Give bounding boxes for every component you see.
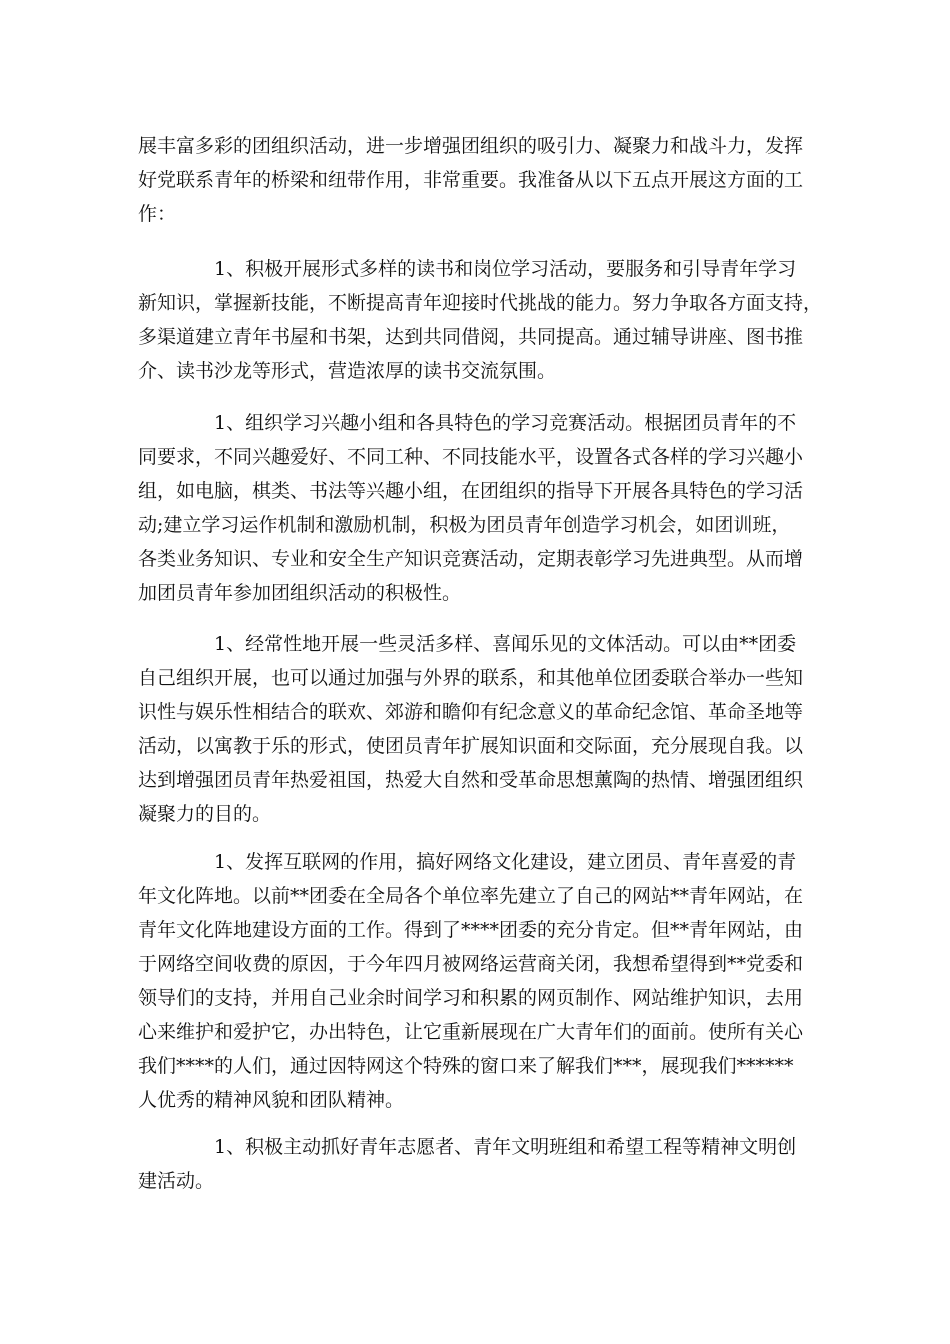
text-line: 介、读书沙龙等形式，营造浓厚的读书交流氛围。 <box>138 360 557 382</box>
paragraph-cultural-activities <box>138 627 818 831</box>
text-line: 加团员青年参加团组织活动的积极性。 <box>138 582 462 604</box>
text-line: 领导们的支持，并用自己业余时间学习和积累的网页制作、网站维护知识，去用 <box>138 987 804 1009</box>
text-line: 组，如电脑，棋类、书法等兴趣小组，在团组织的指导下开展各具特色的学习活 <box>138 480 804 502</box>
text-line: 建活动。 <box>138 1170 215 1192</box>
text-line: 凝聚力的目的。 <box>138 803 272 825</box>
text-line: 我们****的人们，通过因特网这个特殊的窗口来了解我们***，展现我们****** <box>138 1055 794 1077</box>
text-line: 1、组织学习兴趣小组和各具特色的学习竞赛活动。根据团员青年的不 <box>214 412 797 434</box>
paragraph-intro <box>138 129 818 231</box>
text-line: 展丰富多彩的团组织活动，进一步增强团组织的吸引力、凝聚力和战斗力，发挥 <box>138 135 804 157</box>
paragraph-reading-activities <box>138 252 823 388</box>
text-line: 1、发挥互联网的作用，搞好网络文化建设，建立团员、青年喜爱的青 <box>214 851 797 873</box>
text-line: 活动，以寓教于乐的形式，使团员青年扩展知识面和交际面，充分展现自我。以 <box>138 735 804 757</box>
text-line: 多渠道建立青年书屋和书架，达到共同借阅，共同提高。通过辅导讲座、图书推 <box>138 326 804 348</box>
text-line: 作： <box>138 203 177 225</box>
paragraph-volunteer-activities <box>138 1130 818 1198</box>
text-line: 自己组织开展，也可以通过加强与外界的联系，和其他单位团委联合举办一些知 <box>138 667 804 689</box>
text-line: 各类业务知识、专业和安全生产知识竞赛活动，定期表彰学习先进典型。从而增 <box>138 548 804 570</box>
text-line: 人优秀的精神风貌和团队精神。 <box>138 1089 405 1111</box>
text-line: 动;建立学习运作机制和激励机制，积极为团员青年创造学习机会，如团训班， <box>138 514 791 536</box>
text-line: 达到增强团员青年热爱祖国，热爱大自然和受革命思想薰陶的热情、增强团组织 <box>138 769 804 791</box>
paragraph-study-groups <box>138 406 818 610</box>
text-line: 识性与娱乐性相结合的联欢、郊游和瞻仰有纪念意义的革命纪念馆、革命圣地等 <box>138 701 804 723</box>
paragraph-internet-culture <box>138 845 818 1117</box>
text-line: 新知识，掌握新技能，不断提高青年迎接时代挑战的能力。努力争取各方面支持， <box>138 292 823 314</box>
text-line: 好党联系青年的桥梁和纽带作用，非常重要。我准备从以下五点开展这方面的工 <box>138 169 804 191</box>
text-line: 于网络空间收费的原因，于今年四月被网络运营商关闭，我想希望得到**党委和 <box>138 953 804 975</box>
text-line: 年文化阵地。以前**团委在全局各个单位率先建立了自己的网站**青年网站，在 <box>138 885 804 907</box>
text-line: 1、经常性地开展一些灵活多样、喜闻乐见的文体活动。可以由**团委 <box>214 633 797 655</box>
text-line: 1、积极主动抓好青年志愿者、青年文明班组和希望工程等精神文明创 <box>214 1136 797 1158</box>
text-line: 同要求，不同兴趣爱好、不同工种、不同技能水平，设置各式各样的学习兴趣小 <box>138 446 804 468</box>
text-line: 心来维护和爱护它，办出特色，让它重新展现在广大青年们的面前。使所有关心 <box>138 1021 804 1043</box>
text-line: 青年文化阵地建设方面的工作。得到了****团委的充分肯定。但**青年网站，由 <box>138 919 804 941</box>
text-line: 1、积极开展形式多样的读书和岗位学习活动，要服务和引导青年学习 <box>214 258 797 280</box>
